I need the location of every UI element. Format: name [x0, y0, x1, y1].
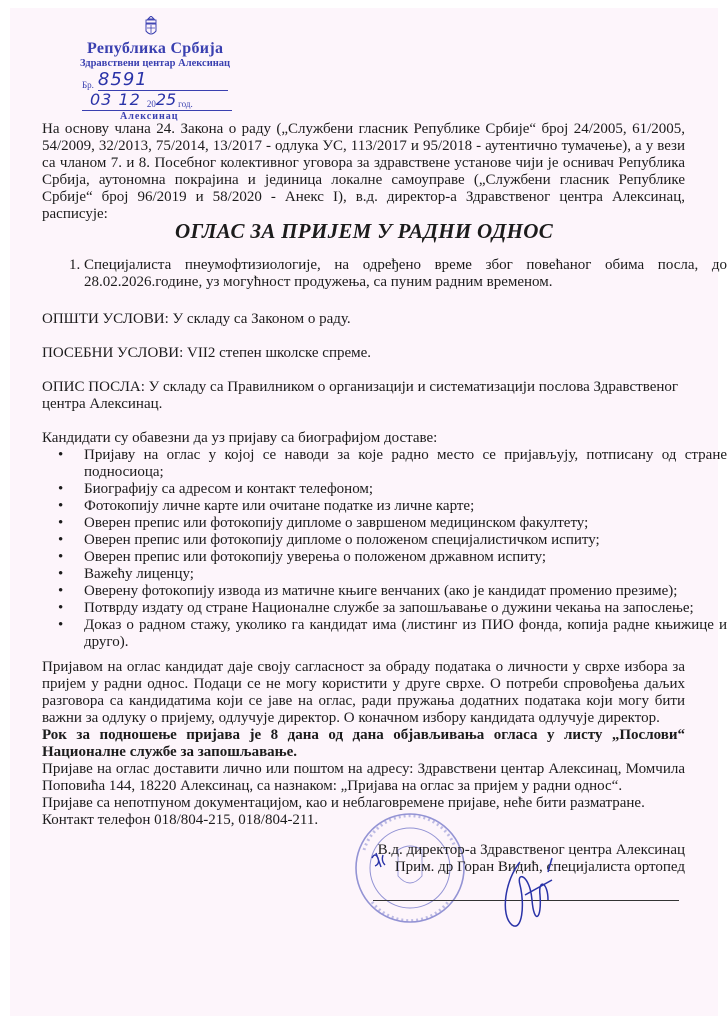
- document-item: • Фотокопију личне карте или очитане податке из личне карте;: [58, 498, 475, 514]
- document-item: • Оверен препис или фотокопију уверења о положеном државном испиту;: [58, 549, 547, 565]
- document-item: • Биографију са адресом и контакт телефоном;: [58, 481, 374, 497]
- contact-phone: Контакт телефон 018/804-215, 018/804-211.: [42, 812, 319, 828]
- document-item: • Оверен препис или фотокопију дипломе о положеном специјалистичком испиту;: [58, 532, 600, 548]
- registry-date: 03 12: [90, 90, 141, 109]
- bullet-icon: •: [58, 447, 64, 463]
- intro-paragraph: На основу члана 24. Закона о раду („Службени гласник Републике Србије“ број 24/2005, 61/2005, 54/2009, 32/2013, 75/2014, 13/2017 - одлука УС, 113/2017 и 95/2018 - аутентично тумачење), а у вези са чланом 7. и 8. Посебног колективног уговора за здравствене установе чији је оснивач Република Србија, аутономна покрајина и јединица локалне самоуправе („Службени гласник Републике Србије“ број 96/2019 и 58/2020 - Анекс I), в.д. директор-а Здравственог центра Алексинац, расписује:: [42, 121, 685, 222]
- document-item: • Доказ о радном стажу, уколико га кандидат има (листинг из ПИО фонда, копија радне књижице и друго).: [58, 617, 727, 650]
- document-item: • Оверен препис или фотокопију дипломе о завршеном медицинском факултету;: [58, 515, 589, 531]
- signatory-role: В.д. директор-а Здравственог центра Алексинац: [377, 842, 685, 858]
- document-item: • Пријаву на оглас у којој се наводи за које радно место се пријављују, потписану од стране подносиоца;: [58, 447, 727, 480]
- bullet-icon: •: [58, 532, 64, 548]
- stamp-year-prefix: 20: [146, 99, 156, 109]
- bullet-icon: •: [58, 583, 64, 599]
- bullet-icon: •: [58, 617, 64, 633]
- incomplete-applications-note: Пријаве са непотпуном документацијом, као и неблаговремене пријаве, неће бити разматране.: [42, 795, 645, 811]
- bullet-icon: •: [58, 600, 64, 616]
- position-item: 1. Специјалиста пнеумофтизиологије, на одређено време због повећаног обима посла, до 28.02.2026.године, уз могућност продужења, са пуним радним временом.: [84, 257, 727, 291]
- bullet-icon: •: [58, 566, 64, 582]
- submission-address: Пријаве на оглас доставити лично или поштом на адресу: Здравствени центар Алексинац, Момчила Поповића 144, 18220 Алексинац, са назнаком: „Пријава на оглас за пријем у радни однос“.: [42, 761, 685, 794]
- bullet-icon: •: [58, 481, 64, 497]
- bullet-icon: •: [58, 515, 64, 531]
- stamp-year-label: год.: [178, 99, 193, 109]
- document-item: • Потврду издату од стране Националне службе за запошљавање о дужини чекања на запослење;: [58, 600, 694, 616]
- stamp-institution: Здравствени центар Алексинац: [80, 58, 231, 69]
- job-description: ОПИС ПОСЛА: У складу са Правилником о организацији и систематизацији послова Здравственог центра Алексинац.: [42, 379, 679, 412]
- document-item: • Оверену фотокопију извода из матичне књиге венчаних (ако је кандидат променио презиме);: [58, 583, 678, 599]
- document-title: ОГЛАС ЗА ПРИЈЕМ У РАДНИ ОДНОС: [174, 219, 554, 243]
- application-deadline: Рок за подношење пријава је 8 дана од дана објављивања огласа у листу „Послови“ Националне службе за запошљавање.: [42, 727, 685, 760]
- stamp-city: Алексинац: [120, 111, 179, 122]
- stamp-number-label: Бр.: [82, 80, 94, 90]
- document-item: • Важећу лиценцу;: [58, 566, 194, 582]
- registry-year: 25: [155, 90, 177, 109]
- signatory-name: Прим. др Горан Видић, специјалиста ортопед: [394, 859, 685, 875]
- candidates-intro: Кандидати су обавезни да уз пријаву са биографијом доставе:: [42, 430, 438, 446]
- stamp-country: Република Србија: [87, 40, 224, 57]
- registry-number: 8591: [97, 69, 148, 90]
- special-conditions: ПОСЕБНИ УСЛОВИ: VII2 степен школске спреме.: [42, 345, 372, 361]
- bullet-icon: •: [58, 549, 64, 565]
- privacy-note: Пријавом на оглас кандидат даје своју сагласност за обраду података о личности у сврхе избора за пријем у радни однос. Подаци се не могу користити у друге сврхе. О потреби спровођења даљих разговора са кандидатима који се јаве на оглас, ради пружања додатних података који могу бити важни за одлуку о пријему, одлучује директор. О коначном избору кандидата одлучује директор.: [42, 659, 685, 726]
- bullet-icon: •: [58, 498, 64, 514]
- general-conditions: ОПШТИ УСЛОВИ: У складу са Законом о раду.: [42, 311, 351, 327]
